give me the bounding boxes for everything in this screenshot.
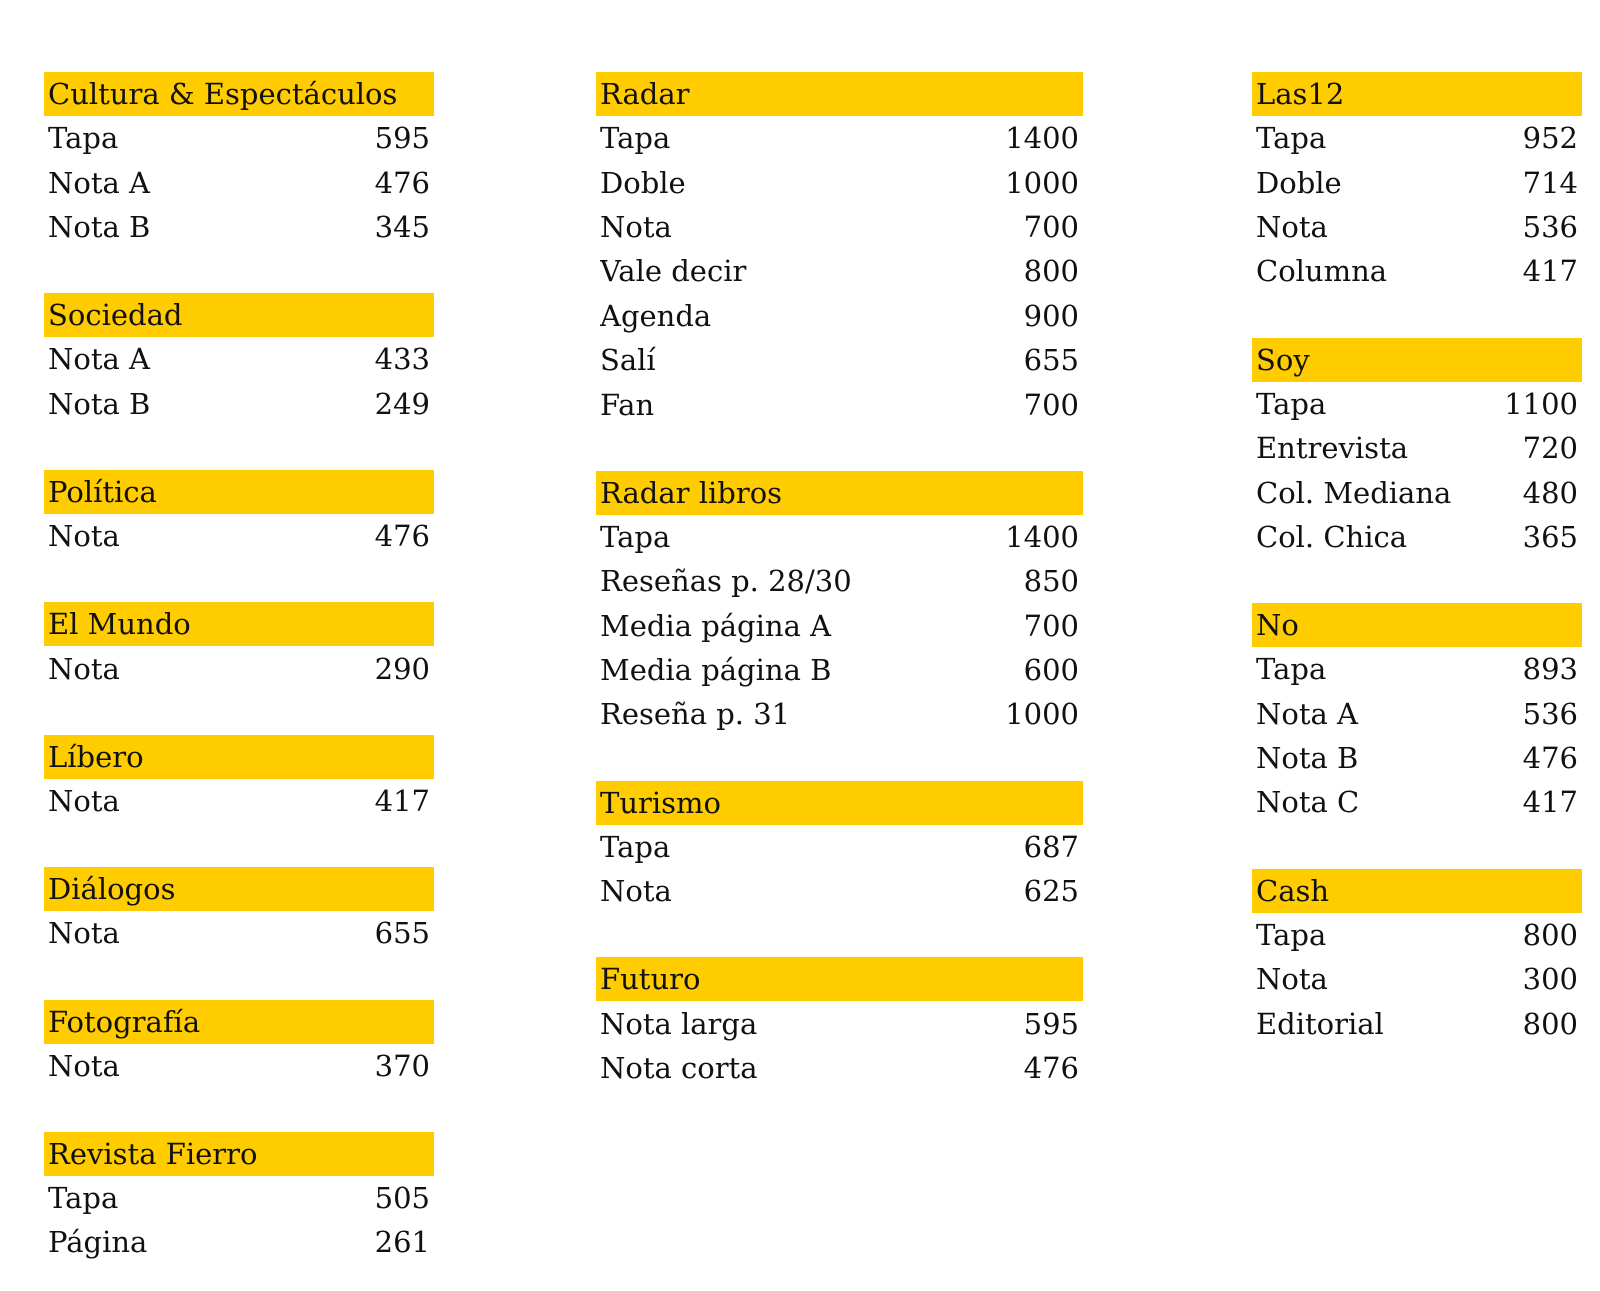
- row-label: Media página B: [600, 653, 832, 688]
- row-value: 1000: [1005, 697, 1079, 732]
- section-soy: [1252, 338, 1582, 560]
- section-politica: [44, 470, 434, 558]
- column-left: [44, 72, 434, 1265]
- row-value: 536: [1522, 696, 1578, 731]
- section-revista-fierro: [44, 1132, 434, 1265]
- row-value: 1400: [1005, 519, 1079, 554]
- row-label: Tapa: [600, 519, 671, 554]
- row-label: Col. Mediana: [1256, 475, 1452, 510]
- row-label: Vale decir: [600, 254, 747, 289]
- row-value: 714: [1522, 165, 1578, 200]
- row-label: Columna: [1256, 254, 1388, 289]
- row-value: 345: [374, 209, 430, 244]
- row-label: Nota: [48, 783, 120, 818]
- table-row: [1252, 647, 1582, 691]
- row-label: Tapa: [48, 121, 119, 156]
- row-value: 1100: [1504, 386, 1578, 421]
- row-value: 249: [374, 386, 430, 421]
- row-value: 625: [1023, 874, 1079, 909]
- table-row: [44, 1176, 434, 1220]
- row-value: 480: [1522, 475, 1578, 510]
- table-row: [44, 337, 434, 381]
- section-cultura-espectaculos: [44, 72, 434, 249]
- table-row: [1252, 736, 1582, 780]
- row-value: 476: [1522, 741, 1578, 776]
- table-row: [596, 249, 1083, 293]
- section-dialogos: [44, 867, 434, 955]
- section-header: Política: [44, 470, 434, 514]
- section-turismo: [596, 781, 1083, 914]
- table-row: [44, 205, 434, 249]
- section-header: Fotografía: [44, 1000, 434, 1044]
- row-label: Nota larga: [600, 1006, 758, 1041]
- table-row: [596, 869, 1083, 913]
- row-value: 365: [1522, 519, 1578, 554]
- row-label: Nota A: [48, 165, 150, 200]
- row-value: 370: [374, 1048, 430, 1083]
- table-row: [44, 779, 434, 823]
- row-label: Editorial: [1256, 1006, 1384, 1041]
- section-header: No: [1252, 603, 1582, 647]
- table-row: [596, 294, 1083, 338]
- row-value: 700: [1023, 209, 1079, 244]
- row-label: Tapa: [1256, 652, 1327, 687]
- table-row: [596, 205, 1083, 249]
- section-header: Futuro: [596, 957, 1083, 1001]
- table-row: [44, 160, 434, 204]
- table-row: [1252, 249, 1582, 293]
- row-label: Página: [48, 1225, 148, 1260]
- section-las12: [1252, 72, 1582, 294]
- table-row: [596, 604, 1083, 648]
- row-label: Nota: [1256, 962, 1328, 997]
- table-row: [44, 116, 434, 160]
- row-label: Entrevista: [1256, 431, 1409, 466]
- row-label: Media página A: [600, 608, 832, 643]
- section-sociedad: [44, 293, 434, 426]
- section-header: Líbero: [44, 735, 434, 779]
- section-header: Revista Fierro: [44, 1132, 434, 1176]
- section-no: [1252, 603, 1582, 825]
- row-value: 1400: [1005, 121, 1079, 156]
- row-value: 417: [374, 783, 430, 818]
- row-label: Nota: [600, 874, 672, 909]
- row-value: 800: [1522, 917, 1578, 952]
- table-row: [1252, 205, 1582, 249]
- row-value: 417: [1522, 785, 1578, 820]
- row-value: 900: [1023, 298, 1079, 333]
- row-value: 595: [374, 121, 430, 156]
- section-header: Turismo: [596, 781, 1083, 825]
- row-value: 476: [1023, 1051, 1079, 1086]
- table-row: [596, 692, 1083, 736]
- table-row: [596, 382, 1083, 426]
- row-label: Col. Chica: [1256, 519, 1408, 554]
- table-row: [596, 160, 1083, 204]
- row-label: Nota B: [48, 209, 151, 244]
- section-el-mundo: [44, 602, 434, 690]
- section-cash: [1252, 869, 1582, 1046]
- section-radar-libros: [596, 471, 1083, 737]
- row-label: Tapa: [1256, 917, 1327, 952]
- table-row: [596, 515, 1083, 559]
- row-value: 476: [374, 165, 430, 200]
- table-row: [1252, 470, 1582, 514]
- section-fotografia: [44, 1000, 434, 1088]
- row-value: 600: [1023, 653, 1079, 688]
- row-label: Nota C: [1256, 785, 1360, 820]
- row-value: 800: [1522, 1006, 1578, 1041]
- table-row: [1252, 913, 1582, 957]
- row-label: Nota B: [1256, 741, 1359, 776]
- row-value: 893: [1522, 652, 1578, 687]
- table-row: [596, 116, 1083, 160]
- table-row: [1252, 160, 1582, 204]
- table-row: [1252, 1001, 1582, 1045]
- row-label: Nota: [1256, 209, 1328, 244]
- row-value: 720: [1522, 431, 1578, 466]
- row-label: Nota B: [48, 386, 151, 421]
- table-row: [44, 646, 434, 690]
- row-value: 595: [1023, 1006, 1079, 1041]
- table-row: [596, 559, 1083, 603]
- row-value: 476: [374, 519, 430, 554]
- row-label: Tapa: [600, 829, 671, 864]
- table-row: [596, 1046, 1083, 1090]
- row-label: Nota: [48, 651, 120, 686]
- column-right: [1252, 72, 1582, 1046]
- table-row: [1252, 780, 1582, 824]
- row-label: Doble: [600, 165, 686, 200]
- row-value: 290: [374, 651, 430, 686]
- row-label: Reseña p. 31: [600, 697, 791, 732]
- row-label: Nota: [48, 519, 120, 554]
- section-libero: [44, 735, 434, 823]
- section-header: El Mundo: [44, 602, 434, 646]
- table-row: [1252, 382, 1582, 426]
- column-middle: [596, 72, 1083, 1090]
- row-label: Tapa: [48, 1181, 119, 1216]
- row-value: 536: [1522, 209, 1578, 244]
- row-label: Nota A: [48, 342, 150, 377]
- row-value: 1000: [1005, 165, 1079, 200]
- section-header: Las12: [1252, 72, 1582, 116]
- row-label: Fan: [600, 387, 655, 422]
- table-row: [596, 648, 1083, 692]
- row-label: Tapa: [1256, 386, 1327, 421]
- table-row: [44, 1044, 434, 1088]
- row-label: Nota: [600, 209, 672, 244]
- row-label: Nota A: [1256, 696, 1358, 731]
- section-header: Diálogos: [44, 867, 434, 911]
- section-header: Cash: [1252, 869, 1582, 913]
- section-header: Radar libros: [596, 471, 1083, 515]
- row-value: 700: [1023, 387, 1079, 422]
- row-value: 505: [374, 1181, 430, 1216]
- table-row: [1252, 957, 1582, 1001]
- row-value: 850: [1023, 564, 1079, 599]
- row-label: Tapa: [1256, 121, 1327, 156]
- row-value: 800: [1023, 254, 1079, 289]
- row-label: Agenda: [600, 298, 712, 333]
- table-row: [44, 911, 434, 955]
- table-row: [44, 382, 434, 426]
- row-label: Nota corta: [600, 1051, 758, 1086]
- table-row: [596, 338, 1083, 382]
- row-value: 655: [374, 916, 430, 951]
- section-radar: [596, 72, 1083, 427]
- table-row: [1252, 426, 1582, 470]
- table-row: [1252, 692, 1582, 736]
- row-value: 952: [1522, 121, 1578, 156]
- row-label: Nota: [48, 1048, 120, 1083]
- row-value: 417: [1522, 254, 1578, 289]
- row-label: Nota: [48, 916, 120, 951]
- table-row: [596, 825, 1083, 869]
- table-row: [1252, 515, 1582, 559]
- row-value: 300: [1522, 962, 1578, 997]
- section-header: Radar: [596, 72, 1083, 116]
- table-row: [1252, 116, 1582, 160]
- row-value: 655: [1023, 343, 1079, 378]
- row-label: Reseñas p. 28/30: [600, 564, 852, 599]
- row-value: 433: [374, 342, 430, 377]
- section-header: Cultura & Espectáculos: [44, 72, 434, 116]
- table-row: [44, 514, 434, 558]
- row-label: Doble: [1256, 165, 1342, 200]
- row-value: 700: [1023, 608, 1079, 643]
- section-header: Soy: [1252, 338, 1582, 382]
- section-futuro: [596, 957, 1083, 1090]
- table-row: [44, 1220, 434, 1264]
- section-header: Sociedad: [44, 293, 434, 337]
- row-label: Tapa: [600, 121, 671, 156]
- row-value: 687: [1023, 829, 1079, 864]
- table-row: [596, 1001, 1083, 1045]
- row-label: Salí: [600, 343, 656, 378]
- row-value: 261: [374, 1225, 430, 1260]
